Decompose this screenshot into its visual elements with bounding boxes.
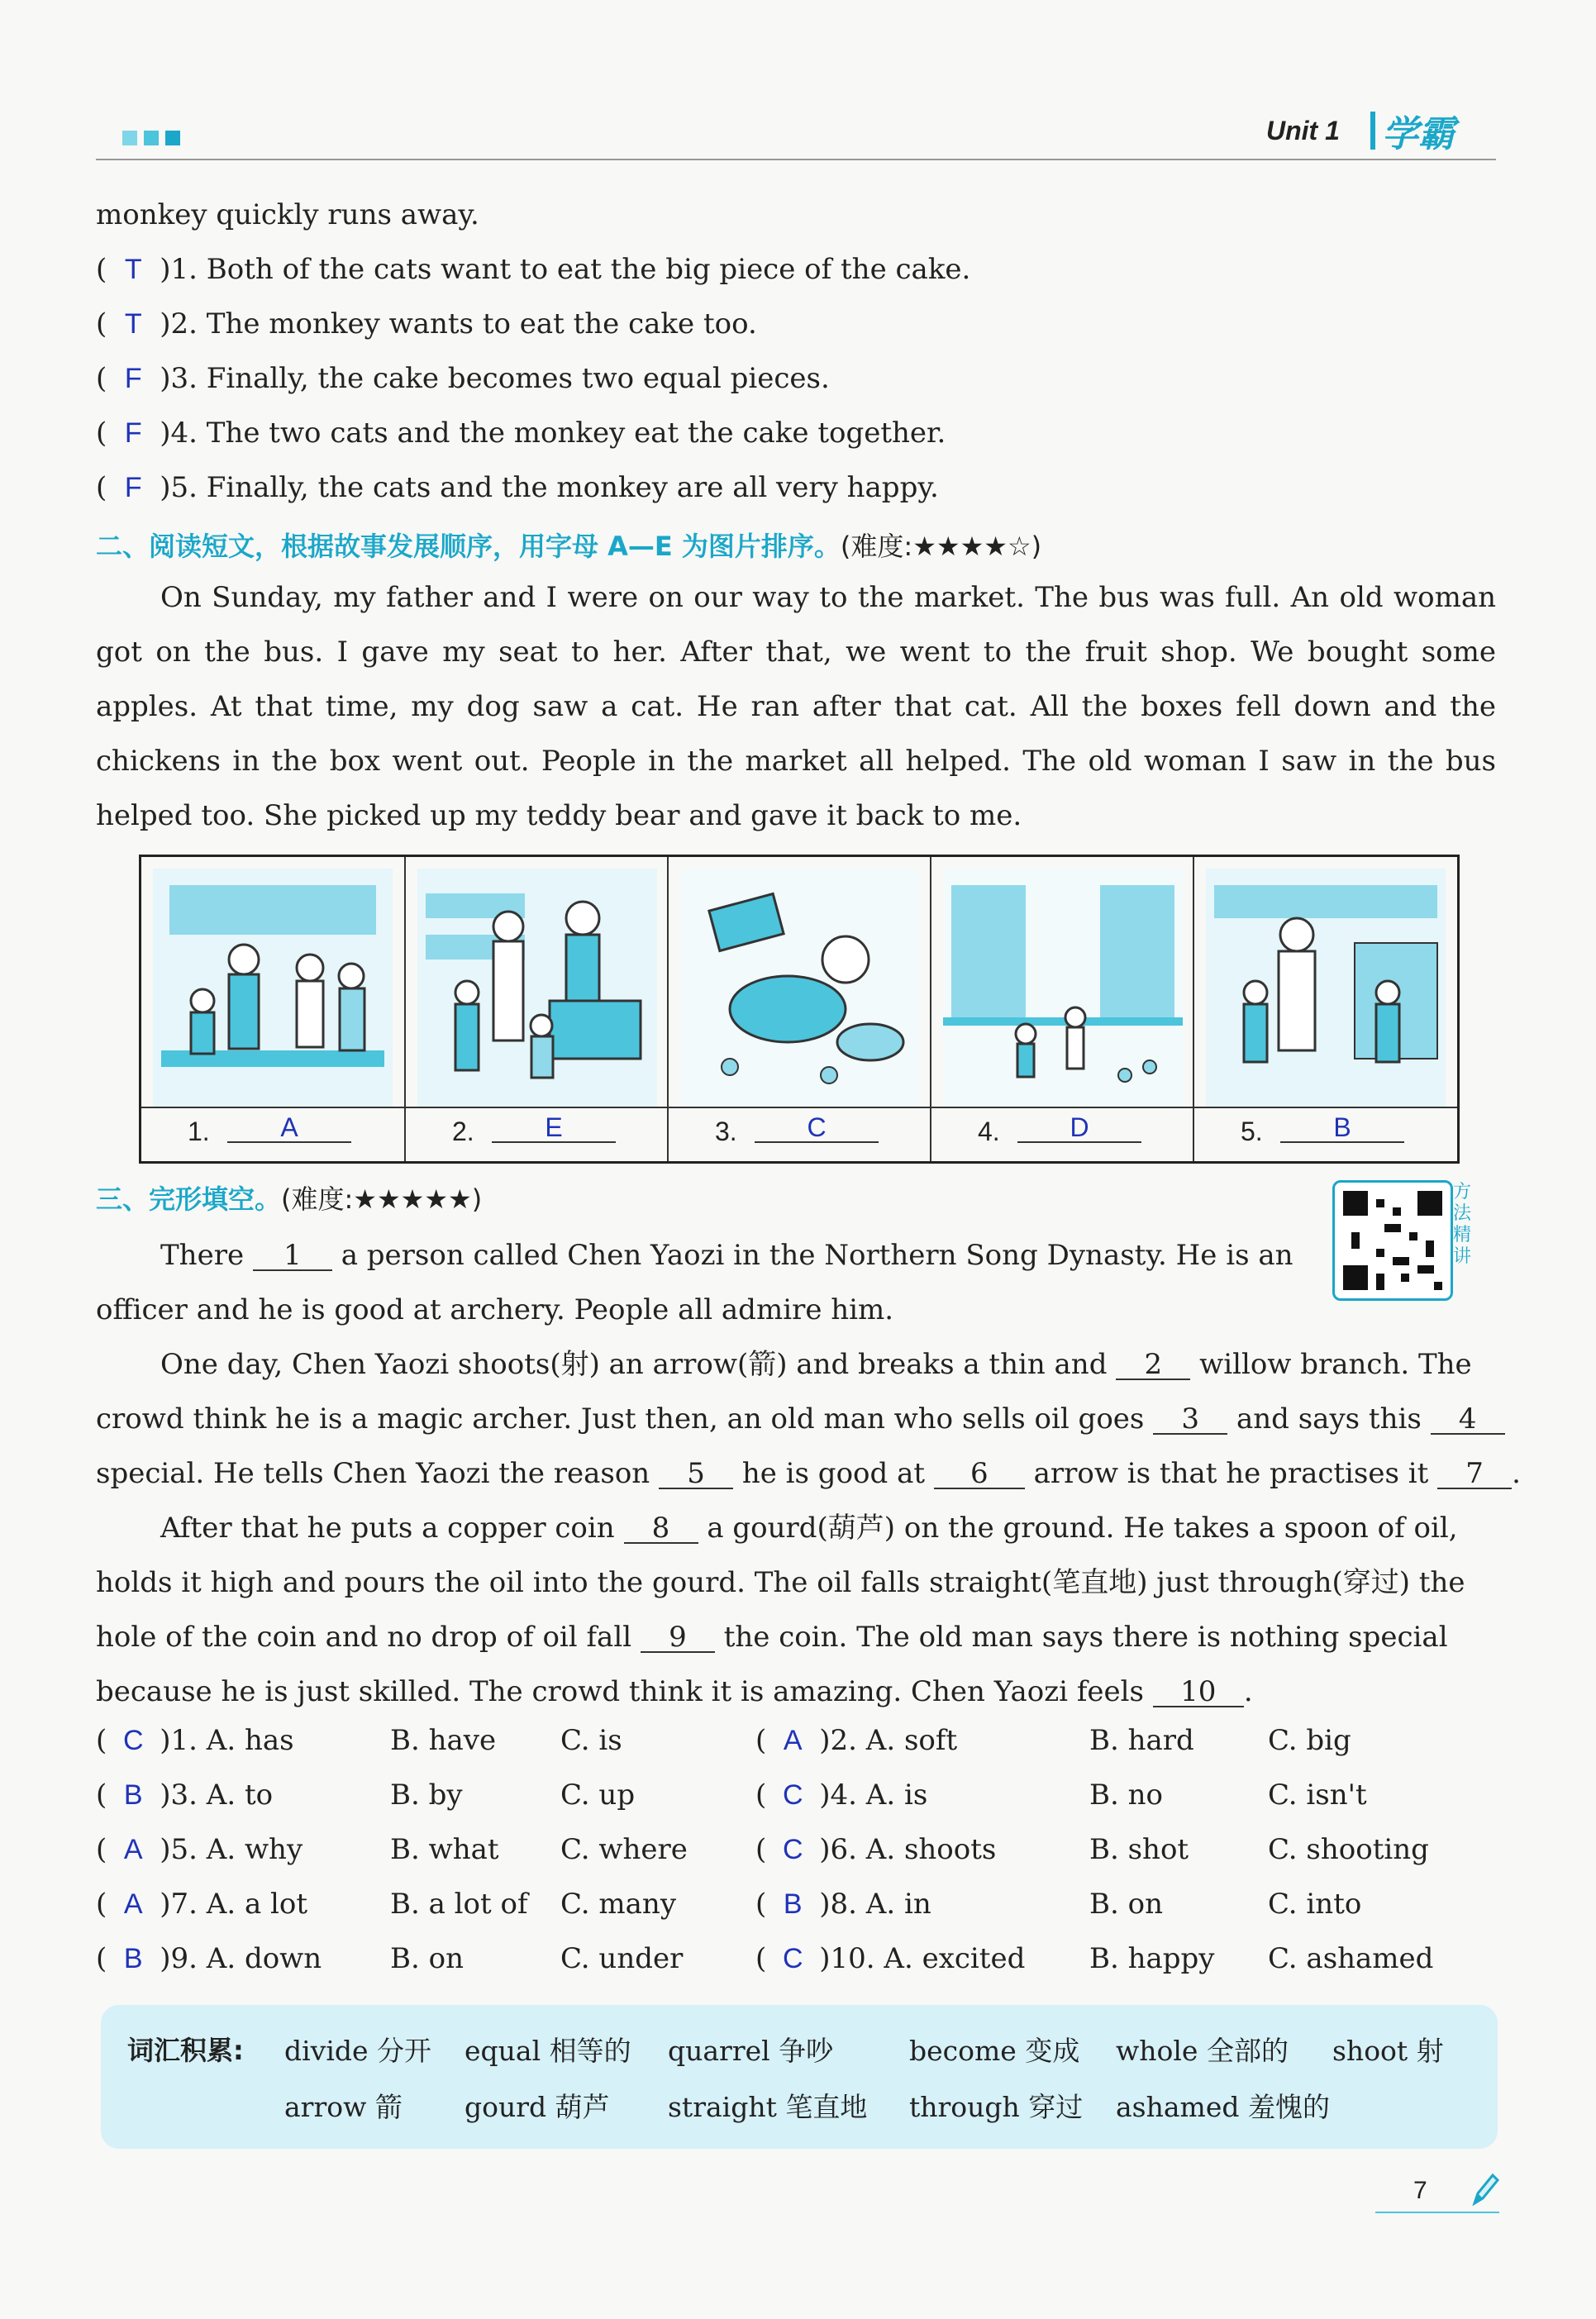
mcq-grid — [96, 1724, 1496, 1997]
tf-text: )4. The two cats and the monkey eat the cake together. — [160, 417, 946, 450]
picture-answer: A — [227, 1113, 351, 1143]
mcq-option: B. hard — [1089, 1724, 1194, 1757]
passage-line: apples. At that time, my dog saw a cat. He ran after that cat. All the boxes fell down and the — [96, 690, 1496, 723]
cloze-passage-2 — [96, 1337, 1521, 1719]
cloze-blank[interactable]: 1 — [253, 1241, 332, 1271]
brand-text: 学霸 — [1382, 113, 1455, 155]
cloze-blank[interactable]: 3 — [1153, 1405, 1227, 1435]
mcq-answer: A — [783, 1725, 803, 1756]
cloze-blank[interactable]: 5 — [659, 1459, 733, 1489]
mcq-answer: B — [123, 1779, 143, 1811]
picture-number: 4. — [978, 1117, 1000, 1146]
cloze-blank[interactable]: 7 — [1437, 1459, 1512, 1489]
passage-line: On Sunday, my father and I were on our way to the market. The bus was full. An old woman — [160, 581, 1496, 614]
vocab-item: arrow 箭 — [284, 2091, 403, 2123]
picture-cell — [1194, 857, 1457, 1161]
picture-cell — [931, 857, 1194, 1161]
cloze-line: One day, Chen Yaozi shoots(射) an arrow(箭) and breaks a thin and 2 willow branch. The — [160, 1348, 1472, 1381]
pencil-icon — [1468, 2170, 1501, 2208]
vocab-label: 词汇积累: — [127, 2035, 244, 2066]
mcq-item: ( A )2. A. soft — [755, 1724, 958, 1757]
tf-text: )2. The monkey wants to eat the cake too. — [160, 307, 757, 340]
section2-difficulty: (难度:★★★★☆) — [840, 531, 1042, 562]
tf-item: ( T )1. Both of the cats want to eat the big piece of the cake. — [96, 253, 971, 286]
picture-label — [141, 1107, 404, 1156]
mcq-option: B. by — [390, 1779, 463, 1812]
brand-logo — [1370, 104, 1455, 157]
cloze-line: special. He tells Chen Yaozi the reason 5 he is good at 6 arrow is that he practises it 7 . — [96, 1457, 1521, 1490]
section2-passage — [96, 570, 1496, 843]
tf-item: ( F )5. Finally, the cats and the monkey are all very happy. — [96, 471, 939, 504]
picture-answer: B — [1280, 1113, 1404, 1143]
picture-label — [931, 1107, 1193, 1156]
tf-text: )1. Both of the cats want to eat the big piece of the cake. — [160, 253, 971, 286]
mcq-answer: B — [783, 1888, 803, 1920]
fruit-shop-illustration — [417, 869, 657, 1108]
market-helping-illustration — [943, 869, 1183, 1108]
tf-text: )5. Finally, the cats and the monkey are all very happy. — [160, 471, 939, 504]
tf-text: )3. Finally, the cake becomes two equal pieces. — [160, 362, 830, 395]
bus-scene-illustration — [153, 869, 393, 1108]
mcq-option: B. a lot of — [390, 1888, 528, 1921]
picture-cell — [141, 857, 406, 1161]
qr-code[interactable] — [1332, 1180, 1453, 1301]
mcq-option: B. what — [390, 1833, 499, 1866]
vocab-item: divide 分开 — [284, 2035, 432, 2067]
mcq-row — [96, 1779, 1496, 1833]
mcq-row — [96, 1888, 1496, 1942]
cloze-blank[interactable]: 2 — [1116, 1350, 1190, 1380]
passage-line: got on the bus. I gave my seat to her. After that, we went to the fruit shop. We bought some — [96, 636, 1496, 669]
mcq-item: ( C )1. A. has — [96, 1724, 294, 1757]
picture-label — [1194, 1107, 1457, 1156]
tf-answer: F — [124, 417, 142, 449]
passage-line: chickens in the box went out. People in the market all helped. The old woman I saw in the bus — [96, 745, 1496, 778]
tf-answer: T — [124, 308, 142, 340]
cloze-blank[interactable]: 6 — [934, 1459, 1025, 1489]
qr-pattern-icon — [1343, 1191, 1442, 1290]
picture-number: 1. — [188, 1117, 210, 1146]
mcq-answer: B — [123, 1943, 143, 1974]
dog-chase-illustration — [680, 869, 920, 1108]
picture-answer: E — [492, 1113, 616, 1143]
mcq-option: C. under — [560, 1942, 684, 1975]
mcq-option: B. no — [1089, 1779, 1163, 1812]
tf-item: ( F )3. Finally, the cake becomes two equal pieces. — [96, 362, 830, 395]
tf-item: ( F )4. The two cats and the monkey eat the cake together. — [96, 417, 946, 450]
mcq-option: B. happy — [1089, 1942, 1215, 1975]
vocab-item: straight 笔直地 — [668, 2091, 868, 2123]
cloze-blank[interactable]: 8 — [624, 1514, 698, 1544]
header-squares — [122, 131, 180, 149]
mcq-option: B. on — [1089, 1888, 1163, 1921]
cloze-blank[interactable]: 4 — [1431, 1405, 1505, 1435]
vocab-item: ashamed 羞愧的 — [1116, 2091, 1330, 2123]
mcq-option: C. shooting — [1268, 1833, 1429, 1866]
mcq-item: ( C )6. A. shoots — [755, 1833, 997, 1866]
cloze-line: crowd think he is a magic archer. Just then, an old man who sells oil goes 3 and says this 4 — [96, 1392, 1496, 1446]
picture-number: 3. — [715, 1117, 737, 1146]
picture-number: 5. — [1241, 1117, 1263, 1146]
vocab-item: gourd 葫芦 — [465, 2091, 610, 2123]
mcq-answer: A — [123, 1888, 143, 1920]
tf-answer: F — [124, 363, 142, 394]
mcq-option: C. into — [1268, 1888, 1362, 1921]
header-rule — [96, 159, 1496, 160]
mcq-item: ( A )7. A. a lot — [96, 1888, 308, 1921]
teddy-bear-return-illustration — [1206, 869, 1446, 1108]
mcq-option: C. isn't — [1268, 1779, 1367, 1812]
mcq-option: B. shot — [1089, 1833, 1189, 1866]
mcq-answer: A — [123, 1834, 143, 1865]
mcq-item: ( C )4. A. is — [755, 1779, 928, 1812]
header-unit: Unit 1 — [1266, 116, 1340, 145]
mcq-item: ( B )3. A. to — [96, 1779, 274, 1812]
tf-answer: T — [124, 254, 142, 285]
cloze-line: There 1 a person called Chen Yaozi in the Northern Song Dynasty. He is an — [160, 1239, 1293, 1272]
vocab-item: quarrel 争吵 — [668, 2035, 834, 2067]
section2-title — [96, 526, 1041, 564]
tf-item: ( T )2. The monkey wants to eat the cake too. — [96, 307, 757, 340]
mcq-option: C. is — [560, 1724, 622, 1757]
mcq-option: C. where — [560, 1833, 688, 1866]
vocab-box — [101, 2005, 1498, 2149]
mcq-answer: C — [122, 1725, 144, 1756]
mcq-row — [96, 1833, 1496, 1888]
footer-rule — [1375, 2212, 1499, 2213]
picture-cell — [406, 857, 669, 1161]
cloze-line: because he is just skilled. The crowd think it is amazing. Chen Yaozi feels 10 . — [96, 1675, 1253, 1708]
vocab-item: become 变成 — [909, 2035, 1080, 2067]
picture-table — [139, 855, 1460, 1164]
mcq-option: C. ashamed — [1268, 1942, 1434, 1975]
section3-difficulty: (难度:★★★★★) — [281, 1183, 483, 1215]
picture-number: 2. — [452, 1117, 474, 1146]
picture-label — [406, 1107, 667, 1156]
cloze-line: After that he puts a copper coin 8 a gourd(葫芦) on the ground. He takes a spoon of oil, — [160, 1512, 1458, 1545]
tf-answer: F — [124, 472, 142, 503]
picture-label — [669, 1107, 930, 1156]
cloze-line: officer and he is good at archery. People all admire him. — [96, 1293, 894, 1326]
vocab-item: whole 全部的 — [1116, 2035, 1289, 2067]
mcq-option: C. many — [560, 1888, 677, 1921]
page-number: 7 — [1413, 2177, 1427, 2204]
picture-cell — [669, 857, 931, 1161]
vocab-item: shoot 射 — [1332, 2035, 1444, 2067]
qr-label: 方法精讲 — [1453, 1182, 1472, 1267]
mcq-item: ( B )8. A. in — [755, 1888, 931, 1921]
mcq-item: ( A )5. A. why — [96, 1833, 303, 1866]
mcq-row — [96, 1942, 1496, 1997]
section2-title-text: 二、阅读短文，根据故事发展顺序，用字母 A—E 为图片排序。 — [96, 531, 841, 562]
passage-line: helped too. She picked up my teddy bear and gave it back to me. — [96, 799, 1022, 832]
mcq-answer: C — [782, 1943, 803, 1974]
cloze-line: hole of the coin and no drop of oil fall 9 the coin. The old man says there is nothing special — [96, 1621, 1448, 1654]
section3-title-text: 三、完形填空。 — [96, 1183, 282, 1215]
cloze-passage — [96, 1228, 1327, 1337]
cloze-line: holds it high and pours the oil into the gourd. The oil falls straight(笔直地) just through(穿过) the — [96, 1566, 1465, 1599]
picture-answer: C — [755, 1113, 879, 1143]
mcq-item: ( C )10. A. excited — [755, 1942, 1026, 1975]
mcq-option: C. up — [560, 1779, 636, 1812]
cloze-blank[interactable]: 9 — [641, 1623, 715, 1653]
vocab-item: equal 相等的 — [465, 2035, 631, 2067]
tf-list — [96, 253, 970, 526]
mcq-answer: C — [782, 1779, 803, 1811]
intro-tail: monkey quickly runs away. — [96, 198, 479, 231]
vocab-item: through 穿过 — [909, 2091, 1084, 2123]
mcq-option: B. on — [390, 1942, 464, 1975]
section3-title — [96, 1179, 482, 1217]
mcq-option: B. have — [390, 1724, 497, 1757]
mcq-row — [96, 1724, 1496, 1779]
cloze-blank[interactable]: 10 — [1153, 1678, 1244, 1707]
mcq-answer: C — [782, 1834, 803, 1865]
mcq-item: ( B )9. A. down — [96, 1942, 322, 1975]
picture-answer: D — [1017, 1113, 1141, 1143]
mcq-option: C. big — [1268, 1724, 1351, 1757]
